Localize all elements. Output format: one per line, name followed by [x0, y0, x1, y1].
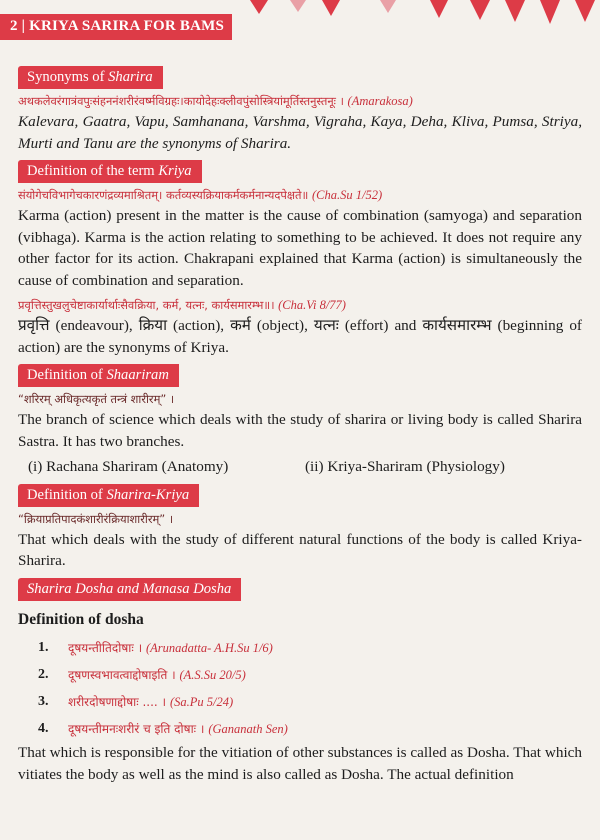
section-synonyms	[18, 66, 582, 154]
section-label-sharira-kriya: Definition of Sharira-Kriya	[18, 484, 199, 507]
list-item: 1. दूषयन्तीतिदोषाः । (Arunadatta- A.H.Su 1/6)	[38, 639, 273, 655]
section-sharira-kriya	[18, 484, 582, 572]
section-label-shaariram: Definition of Shaariram	[18, 364, 179, 387]
sharira-kriya-paragraph: That which deals with the study of different natural functions of the body is called Kriya-Sharira.	[18, 530, 582, 569]
shaariram-paragraph: The branch of science which deals with the study of sharira or living body is called Sharira Sastra. It has two branches.	[18, 411, 582, 450]
sanskrit-verse: “क्रियाप्रतिपादकंशारीरंक्रियाशारीरम्” ।	[18, 511, 174, 526]
list-item: 3. शरीरदोषणाद्दोषाः .... । (Sa.Pu 5/24)	[38, 693, 234, 709]
dosha-paragraph: That which is responsible for the vitiation of other substances is called as Dosha. That which vitiates the body as well as the mind is also called as Dosha. The actual definition	[18, 744, 582, 783]
subheading-dosha: Definition of dosha	[18, 610, 144, 628]
section-shaariram	[18, 364, 582, 478]
section-label-synonyms: Synonyms of Sharira	[18, 66, 163, 89]
dosha-definitions-list	[18, 634, 582, 742]
section-kriya	[18, 160, 582, 358]
branch-anatomy: (i) Rachana Shariram (Anatomy)	[28, 458, 229, 475]
section-label-dosha: Sharira Dosha and Manasa Dosha	[18, 578, 241, 601]
kriya-synonyms-paragraph: प्रवृत्ति (endeavour), क्रिया (action), कर्म (object), यत्नः (effort) and कार्यसमारम्भ (beginning of action) are the synonyms of Kriya.	[18, 317, 582, 356]
sanskrit-verse: “शरिरम् अधिकृत्यकृतं तन्त्रं शारीरम्” ।	[18, 392, 175, 406]
sanskrit-verse: अथकलेवरंगात्रंवपुःसंहननंशरीरंवर्ष्मविग्रहः।कायोदेहःक्लीवपुंसोस्त्रियांमूर्तिस्तनुस्तनूः । (Amarakosa)	[18, 94, 413, 108]
branches-list	[18, 456, 582, 478]
sanskrit-verse-2: प्रवृत्तिस्तुखलुचेष्टाकार्यार्थाःसैवक्रिया, कर्म, यत्नः, कार्यसमारम्भ॥। (Cha.Vi 8/77)	[18, 298, 346, 312]
section-label-kriya: Definition of the term Kriya	[18, 160, 202, 183]
list-item: 2. दूषणस्वभावत्वाद्दोषाइति । (A.S.Su 20/5)	[38, 666, 246, 682]
synonyms-paragraph: Kalevara, Gaatra, Vapu, Samhanana, Varshma, Vigraha, Kaya, Deha, Kliva, Pumsa, Striya, Murti and Tanu are the synonyms of Sharira.	[18, 113, 582, 152]
section-dosha	[18, 578, 582, 786]
running-header: 2 | KRIYA SARIRA FOR BAMS	[0, 14, 232, 40]
page-content	[18, 60, 582, 789]
branch-physiology: (ii) Kriya-Shariram (Physiology)	[305, 458, 505, 475]
list-item: 4. दूषयन्तीमनःशरीरं च इति दोषाः । (Gananath Sen)	[38, 720, 288, 736]
kriya-paragraph: Karma (action) present in the matter is the cause of combination (samyoga) and separation (vibhaga). Karma is the action relating to something to be achieved. It does not require any other factor for its action. Chakrapani explained that Karma (action) is simultaneously the cause of combination and separation.	[18, 207, 582, 289]
sanskrit-verse: संयोगेचविभागेचकारणंद्रव्यमाश्रितम्। कर्तव्यस्यक्रियाकर्मकर्मनान्यदपेक्षते॥ (Cha.Su 1/52)	[18, 188, 383, 202]
